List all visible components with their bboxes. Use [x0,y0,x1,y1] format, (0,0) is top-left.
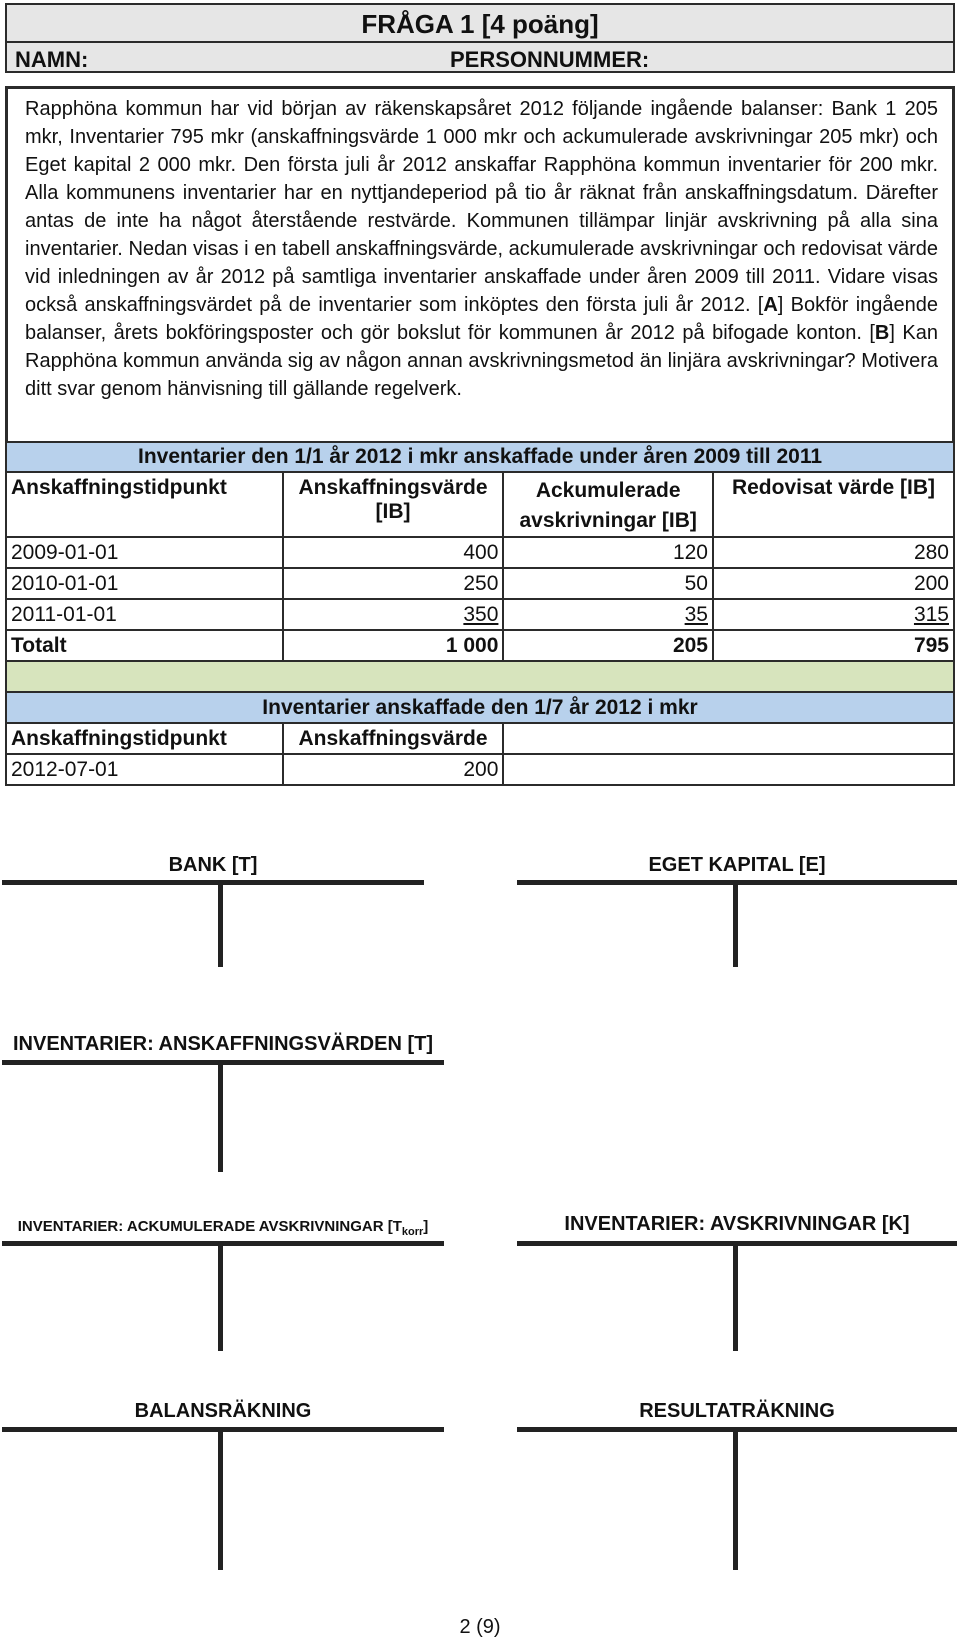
table2-date: 2012-07-01 [6,754,283,785]
table1-header-accum-l1: Ackumulerade [535,479,681,502]
account-inv-dep-title: INVENTARIER: AVSKRIVNINGAR [K] [564,1213,910,1235]
table2-header-cost: Anskaffningsvärde [283,723,504,754]
question-header [5,3,955,73]
table-row [6,568,954,599]
account-balance-top-bar [2,1427,444,1432]
name-label: NAMN: [15,47,89,72]
table1-header-date: Anskaffningstidpunkt [6,472,283,537]
account-inv-cost-title: INVENTARIER: ANSKAFFNINGSVÄRDEN [T] [13,1033,433,1055]
row3-date: 2011-01-01 [6,599,283,630]
table2-empty-cell [503,723,954,754]
personnummer-label: PERSONNUMMER: [450,47,650,72]
table2-cost: 200 [283,754,504,785]
account-equity-title: EGET KAPITAL [E] [648,854,826,876]
header-divider [7,41,953,43]
table2-empty-cell [503,754,954,785]
inventory-table [5,441,955,786]
account-inv-dep-divider [733,1241,738,1351]
table2-header-date: Anskaffningstidpunkt [6,723,283,754]
account-income-divider [733,1427,738,1570]
table2-title: Inventarier anskaffade den 1/7 år 2012 i mkr [6,692,954,723]
row1-accum: 120 [503,537,713,568]
row3-accum: 35 [503,599,713,630]
account-inv-accum-top-bar [2,1241,444,1246]
row1-date: 2009-01-01 [6,537,283,568]
row2-accum: 50 [503,568,713,599]
question-title: FRÅGA 1 [4 poäng] [361,9,599,39]
account-equity-divider [733,880,738,967]
account-balance-divider [218,1427,223,1570]
account-bank-top-bar [2,880,424,885]
table1-title: Inventarier den 1/1 år 2012 i mkr anskaffade under åren 2009 till 2011 [6,442,954,472]
account-inv-cost-divider [218,1060,223,1172]
total-value: 795 [713,630,954,661]
table1-header-value: Redovisat värde [IB] [713,472,954,537]
table-separator [6,661,954,692]
account-bank-divider [218,880,223,967]
row3-cost: 350 [283,599,504,630]
table1-header-accum [503,472,713,537]
account-inv-accum-sub: korr [401,1226,424,1238]
page-number: 2 (9) [459,1616,501,1638]
total-row [6,630,954,661]
table-row [6,754,954,785]
total-label: Totalt [6,630,283,661]
question-paragraph-2: ] Bokför ingående balanser, årets bokföringsposter och gör bokslut för kommunen år 2012 på bifogade konton. [ [25,294,938,344]
table1-header-accum-l2: avskrivningar [IB] [519,509,697,532]
account-inv-accum-main: INVENTARIER: ACKUMULERADE AVSKRIVNINGAR [T [17,1218,402,1235]
row3-value: 315 [713,599,954,630]
row1-cost: 400 [283,537,504,568]
table-row [6,537,954,568]
account-inv-accum-end: ] [423,1218,429,1235]
question-text [5,86,955,448]
table1-header-cost: Anskaffningsvärde [IB] [283,472,504,537]
row2-cost: 250 [283,568,504,599]
total-accum: 205 [503,630,713,661]
account-inv-cost-top-bar [2,1060,444,1065]
total-cost: 1 000 [283,630,504,661]
row1-value: 280 [713,537,954,568]
account-bank-title: BANK [T] [168,854,258,876]
account-inv-accum-title [2,1218,444,1238]
question-paragraph-3: ] Kan Rapphöna kommun använda sig av någon annan avskrivningsmetod än linjära avskrivningar? Motivera ditt svar genom hänvisning till gällande regelverk. [25,322,938,400]
tag-b: B [874,322,890,344]
account-balance-title: BALANSRÄKNING [134,1400,312,1422]
question-paragraph-1: Rapphöna kommun har vid början av räkenskapsåret 2012 följande ingående balanser: Bank 1 205 mkr, Inventarier 795 mkr (anskaffningsvärde 1 000 mkr och ackumulerade avskrivningar 205 mkr) och Eget kapital 2 000 mkr. Den första juli år 2012 anskaffar Rapphöna kommun inventarier för 200 mkr. Alla kommunens inventarier har en nyttjandeperiod på tio år räknat från anskaffningsdatum. Därefter antas de inte ha något återstående restvärde. Kommunen tillämpar linjär avskrivning på alla sina inventarier. Nedan visas i en tabell anskaffningsvärde, ackumulerade avskrivningar och redovisat värde vid inledningen av år 2012 på samtliga inventarier anskaffade under åren 2009 till 2011. Vidare visas också anskaffningsvärdet på de inventarier som inköptes den första juli år 2012. [ [25,98,938,316]
row2-date: 2010-01-01 [6,568,283,599]
tag-a: A [763,294,778,316]
table-row [6,599,954,630]
account-inv-accum-divider [218,1241,223,1351]
account-income-title: RESULTATRÄKNING [639,1400,835,1422]
row2-value: 200 [713,568,954,599]
